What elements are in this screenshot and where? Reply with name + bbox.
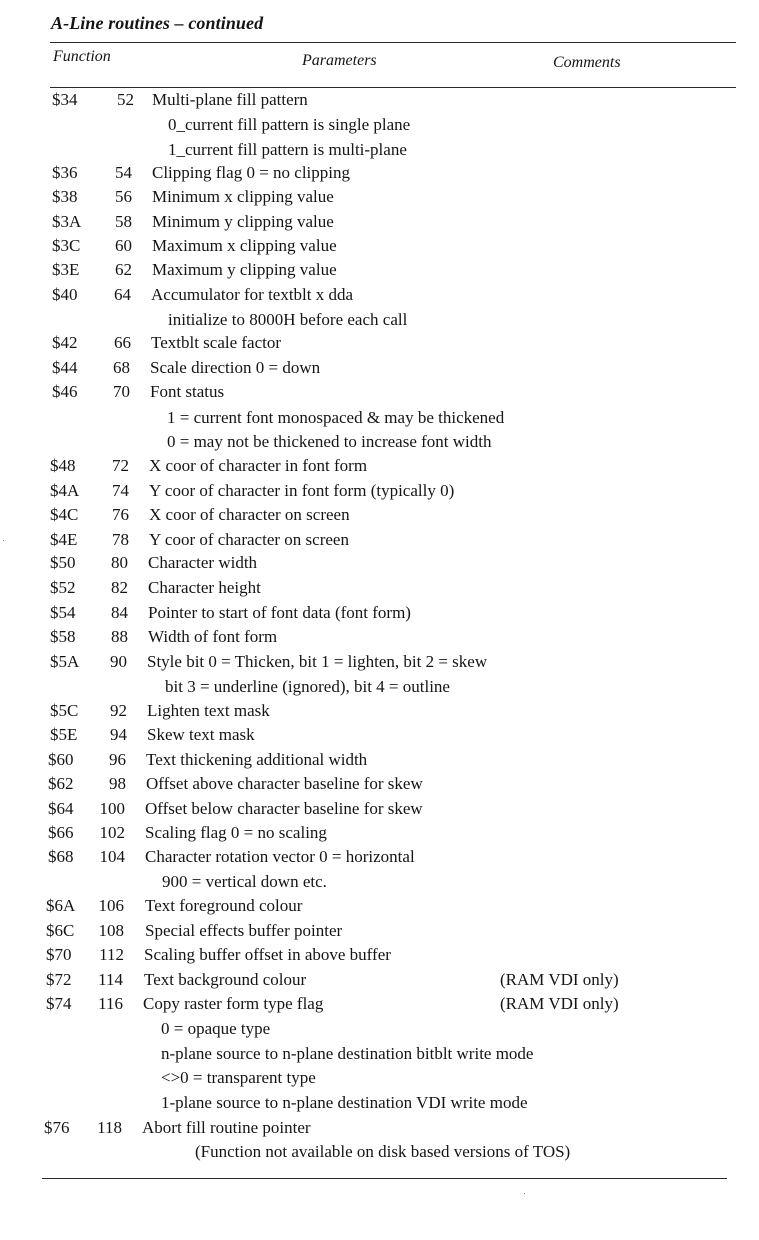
bottom-rule xyxy=(42,1178,727,1179)
function-hex-offset: $52 xyxy=(50,578,76,597)
parameter-description: Y coor of character on screen xyxy=(149,530,349,549)
parameter-description: Character rotation vector 0 = horizontal xyxy=(145,847,415,866)
parameter-continuation: 1-plane source to n-plane destination VDI write mode xyxy=(161,1093,528,1112)
parameter-description: Accumulator for textblt x dda xyxy=(151,285,354,304)
parameter-description: Multi-plane fill pattern xyxy=(152,90,308,109)
function-hex-offset: $5A xyxy=(50,652,80,671)
function-hex-offset: $34 xyxy=(52,90,78,109)
page-title: A-Line routines – continued xyxy=(51,13,264,33)
parameter-description: Character height xyxy=(148,578,261,597)
parameter-continuation: 0 = may not be thickened to increase font width xyxy=(167,432,492,451)
function-decimal-offset: 56 xyxy=(115,187,132,206)
scan-speck xyxy=(3,540,4,541)
parameter-continuation: 1_current fill pattern is multi-plane xyxy=(168,140,407,159)
function-decimal-offset: 68 xyxy=(113,358,130,377)
function-hex-offset: $76 xyxy=(44,1118,70,1137)
function-decimal-offset: 58 xyxy=(115,212,132,231)
function-decimal-offset: 52 xyxy=(117,90,134,109)
parameter-continuation: (Function not available on disk based versions of TOS) xyxy=(195,1142,571,1161)
function-decimal-offset: 90 xyxy=(110,652,127,671)
parameter-continuation: bit 3 = underline (ignored), bit 4 = outline xyxy=(165,677,450,696)
function-decimal-offset: 118 xyxy=(97,1118,122,1137)
parameter-description: Clipping flag 0 = no clipping xyxy=(152,163,350,182)
function-hex-offset: $4E xyxy=(50,530,78,549)
parameter-description: Maximum x clipping value xyxy=(152,236,337,255)
function-hex-offset: $46 xyxy=(52,382,78,401)
row-comment: (RAM VDI only) xyxy=(500,994,619,1013)
parameters-column-header: Parameters xyxy=(302,52,377,69)
comments-column-header: Comments xyxy=(553,54,621,71)
function-decimal-offset: 108 xyxy=(98,921,124,940)
parameter-description: Width of font form xyxy=(148,627,278,646)
function-decimal-offset: 84 xyxy=(111,603,128,622)
function-hex-offset: $66 xyxy=(48,823,74,842)
function-decimal-offset: 92 xyxy=(110,701,127,720)
function-decimal-offset: 62 xyxy=(115,260,132,279)
parameter-description: Style bit 0 = Thicken, bit 1 = lighten, bit 2 = skew xyxy=(147,652,488,671)
function-decimal-offset: 78 xyxy=(112,530,129,549)
function-hex-offset: $42 xyxy=(52,333,78,352)
parameter-description: Scaling buffer offset in above buffer xyxy=(144,945,391,964)
function-hex-offset: $64 xyxy=(48,799,74,818)
function-hex-offset: $6C xyxy=(46,921,75,940)
parameter-description: Offset below character baseline for skew xyxy=(145,799,423,818)
parameter-description: Scale direction 0 = down xyxy=(150,358,321,377)
function-column-header: Function xyxy=(53,48,111,65)
function-hex-offset: $4C xyxy=(50,505,79,524)
function-decimal-offset: 88 xyxy=(111,627,128,646)
function-hex-offset: $54 xyxy=(50,603,76,622)
function-decimal-offset: 100 xyxy=(99,799,125,818)
parameter-description: Lighten text mask xyxy=(147,701,270,720)
function-hex-offset: $5E xyxy=(50,725,78,744)
function-decimal-offset: 74 xyxy=(112,481,129,500)
parameter-description: Skew text mask xyxy=(147,725,255,744)
parameter-description: Pointer to start of font data (font form) xyxy=(148,603,411,622)
parameter-description: X coor of character on screen xyxy=(149,505,350,524)
function-decimal-offset: 112 xyxy=(99,945,124,964)
parameter-description: Character width xyxy=(148,553,258,572)
function-hex-offset: $6A xyxy=(46,896,76,915)
function-decimal-offset: 96 xyxy=(109,750,126,769)
parameter-description: Text background colour xyxy=(144,970,307,989)
parameter-continuation: 1 = current font monospaced & may be thickened xyxy=(167,408,505,427)
parameter-description: Copy raster form type flag xyxy=(143,994,324,1013)
function-hex-offset: $5C xyxy=(50,701,79,720)
function-hex-offset: $40 xyxy=(52,285,78,304)
function-hex-offset: $38 xyxy=(52,187,78,206)
function-decimal-offset: 80 xyxy=(111,553,128,572)
parameter-continuation: n-plane source to n-plane destination bitblt write mode xyxy=(161,1044,534,1063)
function-hex-offset: $62 xyxy=(48,774,74,793)
parameter-description: Font status xyxy=(150,382,225,401)
function-hex-offset: $72 xyxy=(46,970,72,989)
function-hex-offset: $4A xyxy=(50,481,80,500)
parameter-continuation: 0 = opaque type xyxy=(161,1019,271,1038)
function-hex-offset: $3A xyxy=(52,212,82,231)
parameter-continuation: 0_current fill pattern is single plane xyxy=(168,115,411,134)
parameter-description: Maximum y clipping value xyxy=(152,260,337,279)
parameter-description: Textblt scale factor xyxy=(151,333,282,352)
function-decimal-offset: 94 xyxy=(110,725,127,744)
parameter-description: Minimum y clipping value xyxy=(152,212,334,231)
function-decimal-offset: 66 xyxy=(114,333,131,352)
function-decimal-offset: 116 xyxy=(98,994,123,1013)
row-comment: (RAM VDI only) xyxy=(500,970,619,989)
parameter-description: X coor of character in font form xyxy=(149,456,368,475)
function-decimal-offset: 114 xyxy=(98,970,123,989)
parameter-description: Minimum x clipping value xyxy=(152,187,334,206)
function-hex-offset: $48 xyxy=(50,456,76,475)
parameter-description: Offset above character baseline for skew xyxy=(146,774,423,793)
function-hex-offset: $58 xyxy=(50,627,76,646)
function-decimal-offset: 98 xyxy=(109,774,126,793)
function-decimal-offset: 60 xyxy=(115,236,132,255)
scan-speck xyxy=(524,1193,525,1194)
function-decimal-offset: 70 xyxy=(113,382,130,401)
function-hex-offset: $36 xyxy=(52,163,78,182)
function-hex-offset: $3E xyxy=(52,260,80,279)
parameter-continuation: initialize to 8000H before each call xyxy=(168,310,408,329)
function-hex-offset: $44 xyxy=(52,358,78,377)
function-decimal-offset: 76 xyxy=(112,505,129,524)
parameter-description: Abort fill routine pointer xyxy=(142,1118,311,1137)
function-decimal-offset: 106 xyxy=(98,896,124,915)
parameter-description: Y coor of character in font form (typically 0) xyxy=(149,481,455,500)
function-hex-offset: $68 xyxy=(48,847,74,866)
function-decimal-offset: 72 xyxy=(112,456,129,475)
parameter-continuation: 900 = vertical down etc. xyxy=(162,872,327,891)
function-decimal-offset: 102 xyxy=(99,823,125,842)
function-hex-offset: $70 xyxy=(46,945,72,964)
function-decimal-offset: 54 xyxy=(115,163,132,182)
parameter-description: Scaling flag 0 = no scaling xyxy=(145,823,327,842)
function-hex-offset: $74 xyxy=(46,994,72,1013)
function-hex-offset: $60 xyxy=(48,750,74,769)
function-decimal-offset: 104 xyxy=(99,847,125,866)
parameter-continuation: <>0 = transparent type xyxy=(161,1068,316,1087)
function-decimal-offset: 64 xyxy=(114,285,131,304)
parameter-description: Text thickening additional width xyxy=(146,750,368,769)
function-hex-offset: $3C xyxy=(52,236,81,255)
function-hex-offset: $50 xyxy=(50,553,76,572)
function-decimal-offset: 82 xyxy=(111,578,128,597)
parameter-description: Special effects buffer pointer xyxy=(145,921,343,940)
parameter-description: Text foreground colour xyxy=(145,896,303,915)
